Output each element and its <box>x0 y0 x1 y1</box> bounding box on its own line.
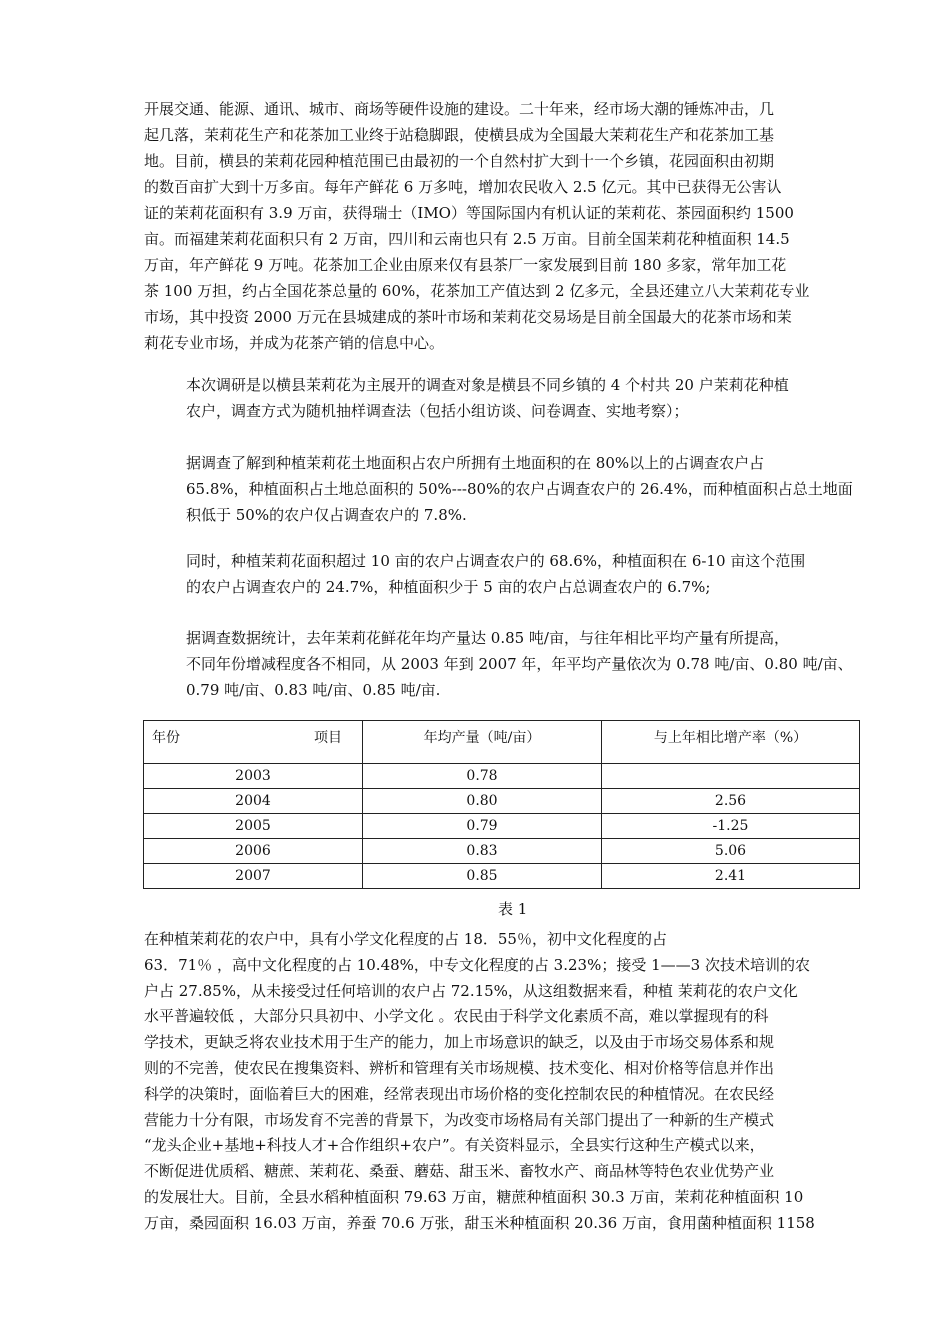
text-line: 0.79 吨/亩、0.83 吨/亩、0.85 吨/亩. <box>186 681 441 699</box>
paragraph-survey-method <box>144 372 860 424</box>
table-row <box>144 864 860 889</box>
header-item: 项目 <box>314 730 342 746</box>
cell-year: 2005 <box>144 814 363 839</box>
cell-yield: 0.85 <box>363 864 602 889</box>
cell-year: 2007 <box>144 864 363 889</box>
text-line: 同时，种植茉莉花面积超过 10 亩的农户占调查农户的 68.6%，种植面积在 6-10 亩这个范围 <box>186 552 806 570</box>
cell-growth: -1.25 <box>602 814 860 839</box>
text-line: 科学的决策时，面临着巨大的困难，经常表现出市场价格的变化控制农民的种植情况。在农民经 <box>144 1084 775 1103</box>
text-line: “龙头企业+基地+科技人才+合作组织+农户”。有关资料显示，全县实行这种生产模式以来， <box>144 1136 765 1155</box>
table-row <box>144 814 860 839</box>
text-line: 的农户占调查农户的 24.7%，种植面积少于 5 亩的农户占总调查农户的 6.7%; <box>186 578 711 596</box>
cell-growth: 5.06 <box>602 839 860 864</box>
yield-table <box>143 720 860 889</box>
text-line: 据调查数据统计，去年茉莉花鲜花年均产量达 0.85 吨/亩，与往年相比平均产量有所提高， <box>186 629 789 647</box>
header-yield: 年均产量（吨/亩） <box>363 721 602 764</box>
cell-yield: 0.79 <box>363 814 602 839</box>
table-header-row <box>144 721 860 764</box>
cell-yield: 0.83 <box>363 839 602 864</box>
text-line: 营能力十分有限，市场发育不完善的背景下，为改变市场格局有关部门提出了一种新的生产模式 <box>144 1110 775 1129</box>
text-line: 据调查了解到种植茉莉花土地面积占农户所拥有土地面积的在 80%以上的占调查农户占 <box>186 454 765 472</box>
text-line: 不断促进优质稻、糖蔗、茉莉花、桑蚕、蘑菇、甜玉米、畜牧水产、商品林等特色农业优势产业 <box>144 1162 775 1181</box>
text-line: 的发展壮大。目前，全县水稻种植面积 79.63 万亩，糖蔗种植面积 30.3 万亩，茉莉花种植面积 10 <box>144 1187 804 1206</box>
paragraph-land-share <box>144 450 860 528</box>
table-row <box>144 789 860 814</box>
text-line: 积低于 50%的农户仅占调查农户的 7.8%. <box>186 506 467 524</box>
cell-year: 2003 <box>144 764 363 789</box>
text-line: 农户，调查方式为随机抽样调查法（包括小组访谈、问卷调查、实地考察）； <box>186 402 689 420</box>
cell-growth: 2.41 <box>602 864 860 889</box>
cell-growth: 2.56 <box>602 789 860 814</box>
header-year-item-cell <box>144 721 363 764</box>
paragraph-planting-area <box>144 548 860 600</box>
text-line: 开展交通、能源、通讯、城市、商场等硬件设施的建设。二十年来，经市场大潮的锤炼冲击，几 <box>144 100 775 118</box>
text-line: 亩。而福建茉莉花面积只有 2 万亩，四川和云南也只有 2.5 万亩。目前全国茉莉花种植面积 14.5 <box>144 230 790 248</box>
text-line: 水平普遍较低 ，大部分只具初中、小学文化 。农民由于科学文化素质不高，难以掌握现有的科 <box>144 1007 769 1026</box>
text-line: 地。目前，横县的茉莉花园种植范围已由最初的一个自然村扩大到十一个乡镇，花园面积由初期 <box>144 152 775 170</box>
table-caption: 表 1 <box>498 900 528 918</box>
text-line: 的数百亩扩大到十万多亩。每年产鲜花 6 万多吨，增加农民收入 2.5 亿元。其中已获得无公害认 <box>144 178 782 196</box>
table-row <box>144 839 860 864</box>
text-line: 万亩，年产鲜花 9 万吨。花茶加工企业由原来仅有县茶厂一家发展到目前 180 多家，常年加工花 <box>144 256 787 274</box>
header-year: 年份 <box>152 730 180 746</box>
paragraph-industry-overview <box>144 96 860 356</box>
table-row <box>144 764 860 789</box>
text-line: 63．71％ ，高中文化程度的占 10.48%，中专文化程度的占 3.23%；接受 1——3 次技术培训的农 <box>144 955 810 974</box>
text-line: 65.8%，种植面积占土地总面积的 50%---80%的农户占调查农户的 26.4%，而种植面积占总土地面 <box>186 480 853 498</box>
cell-yield: 0.80 <box>363 789 602 814</box>
cell-growth <box>602 764 860 789</box>
text-line: 起几落，茉莉花生产和花茶加工业终于站稳脚跟，使横县成为全国最大茉莉花生产和花茶加工基 <box>144 126 775 144</box>
text-line: 本次调研是以横县茉莉花为主展开的调查对象是横县不同乡镇的 4 个村共 20 户茉莉花种植 <box>186 376 789 394</box>
paragraph-yield-stats <box>144 625 860 703</box>
text-line: 市场，其中投资 2000 万元在县城建成的茶叶市场和茉莉花交易场是目前全国最大的花茶市场和茉 <box>144 308 792 326</box>
text-line: 在种植茉莉花的农户中，具有小学文化程度的占 18．55％，初中文化程度的占 <box>144 930 667 948</box>
header-growth: 与上年相比增产率（%） <box>602 721 860 764</box>
cell-year: 2004 <box>144 789 363 814</box>
text-line: 茶 100 万担，约占全国花茶总量的 60%，花茶加工产值达到 2 亿多元，全县还建立八大茉莉花专业 <box>144 282 810 300</box>
text-line: 学技术，更缺乏将农业技术用于生产的能力，加上市场意识的缺乏，以及由于市场交易体系和规 <box>144 1033 775 1052</box>
text-line: 万亩，桑园面积 16.03 万亩，养蚕 70.6 万张，甜玉米种植面积 20.36 万亩，食用菌种植面积 1158 <box>144 1213 815 1232</box>
text-line: 不同年份增减程度各不相同，从 2003 年到 2007 年，年平均产量依次为 0.78 吨/亩、0.80 吨/亩、 <box>186 655 853 673</box>
paragraph-education-and-model <box>144 927 860 1237</box>
text-line: 户占 27.85%，从未接受过任何培训的农户占 72.15%，从这组数据来看，种植 茉莉花的农户文化 <box>144 981 798 1000</box>
cell-year: 2006 <box>144 839 363 864</box>
text-line: 莉花专业市场，并成为花茶产销的信息中心。 <box>144 334 445 352</box>
cell-yield: 0.78 <box>363 764 602 789</box>
text-line: 则的不完善，使农民在搜集资料、辨析和管理有关市场规模、技术变化、相对价格等信息并作出 <box>144 1058 775 1077</box>
text-line: 证的茉莉花面积有 3.9 万亩，获得瑞士（IMO）等国际国内有机认证的茉莉花、茶园面积约 1500 <box>144 204 794 222</box>
